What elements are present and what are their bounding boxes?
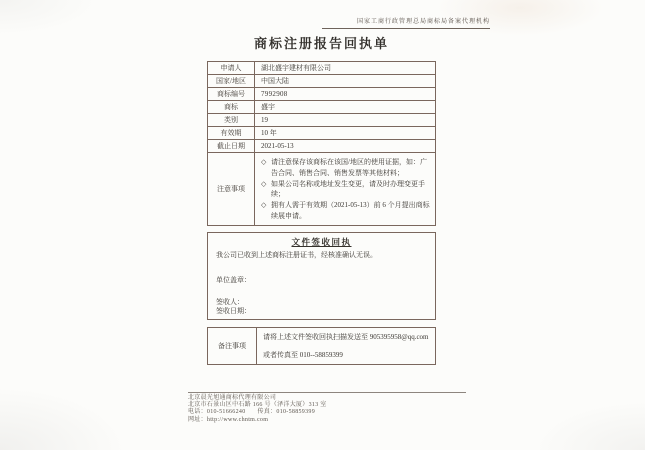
diamond-bullet-icon: ◇ (261, 158, 267, 166)
row-value: 中国大陆 (255, 75, 436, 88)
notes-cell (255, 153, 436, 226)
agency-phone-fax-line (188, 409, 466, 416)
remarks-table (207, 327, 436, 365)
note-item (261, 179, 430, 201)
row-label: 申请人 (208, 62, 255, 75)
diamond-bullet-icon: ◇ (261, 201, 267, 210)
note-item (261, 200, 430, 222)
table-row-notes (208, 153, 436, 226)
table-row-remarks (208, 328, 436, 365)
row-value: 10 年 (255, 127, 436, 140)
note-text: 如果公司名称或地址发生变更，请及时办理变更手续； (271, 179, 425, 199)
agency-address: 北京市石景山区中石路 166 号（泽洋大厦）313 室 (188, 402, 327, 409)
agency-fax: 传真：010-58859399 (257, 409, 315, 416)
table-row-applicant (208, 62, 436, 75)
table-row-validity (208, 127, 436, 140)
agency-footer (188, 392, 466, 424)
sign-date-label: 签收日期： (216, 307, 251, 315)
note-text: 拥有人需于有效期（2021-05-13）前 6 个月提出商标续展申请。 (271, 201, 430, 220)
table-row-trademark (208, 101, 436, 114)
agency-phone: 电话：010-51666240 (188, 409, 246, 416)
row-value: 湖北盛宇建材有限公司 (255, 62, 436, 75)
agency-website: 网址：http://www.chntm.com (188, 416, 269, 423)
row-label: 注意事项 (208, 153, 255, 226)
row-label: 类别 (208, 114, 255, 127)
receipt-confirmation-text: 我公司已收到上述商标注册证书，经核准确认无误。 (216, 251, 377, 259)
row-label: 有效期 (208, 127, 255, 140)
row-value: 盛宇 (255, 101, 436, 114)
remarks-cell (257, 328, 436, 365)
table-row-expiry-date (208, 140, 436, 153)
row-value: 19 (255, 114, 436, 127)
note-text: 请注意保存该商标在该国/地区的使用证据，如：广告合同、销售合同、销售发票等其他材料； (271, 158, 427, 177)
row-label: 国家/地区 (208, 75, 255, 88)
row-label: 商标 (208, 101, 255, 114)
receipt-section-title: 文件签收回执 (291, 237, 352, 247)
row-value: 7992908 (255, 88, 436, 101)
table-row-country (208, 75, 436, 88)
table-row-trademark-number (208, 88, 436, 101)
document-title: 商标注册报告回执单 (253, 36, 389, 51)
remark-fax-instruction: 或者传真至 010--58859399 (263, 351, 343, 359)
signer-label: 签收人： (216, 298, 244, 306)
company-stamp-label: 单位盖章： (216, 276, 251, 284)
row-label: 截止日期 (208, 140, 255, 153)
row-label: 备注事项 (208, 328, 257, 365)
row-label: 商标编号 (208, 88, 255, 101)
diamond-bullet-icon: ◇ (261, 179, 267, 188)
table-row-class (208, 114, 436, 127)
note-item (261, 157, 430, 179)
agency-accreditation-note: 国家工商行政管理总局商标局备案代理机构 (322, 16, 490, 29)
row-value: 2021-05-13 (255, 140, 436, 153)
agency-company-name: 北京晨光旭通商标代理有限公司 (188, 395, 277, 401)
trademark-info-table (207, 61, 436, 226)
remark-send-instruction: 请将上述文件签收回执扫描发送至 905395958@qq.com (263, 333, 429, 341)
document-receipt-box (207, 232, 436, 320)
